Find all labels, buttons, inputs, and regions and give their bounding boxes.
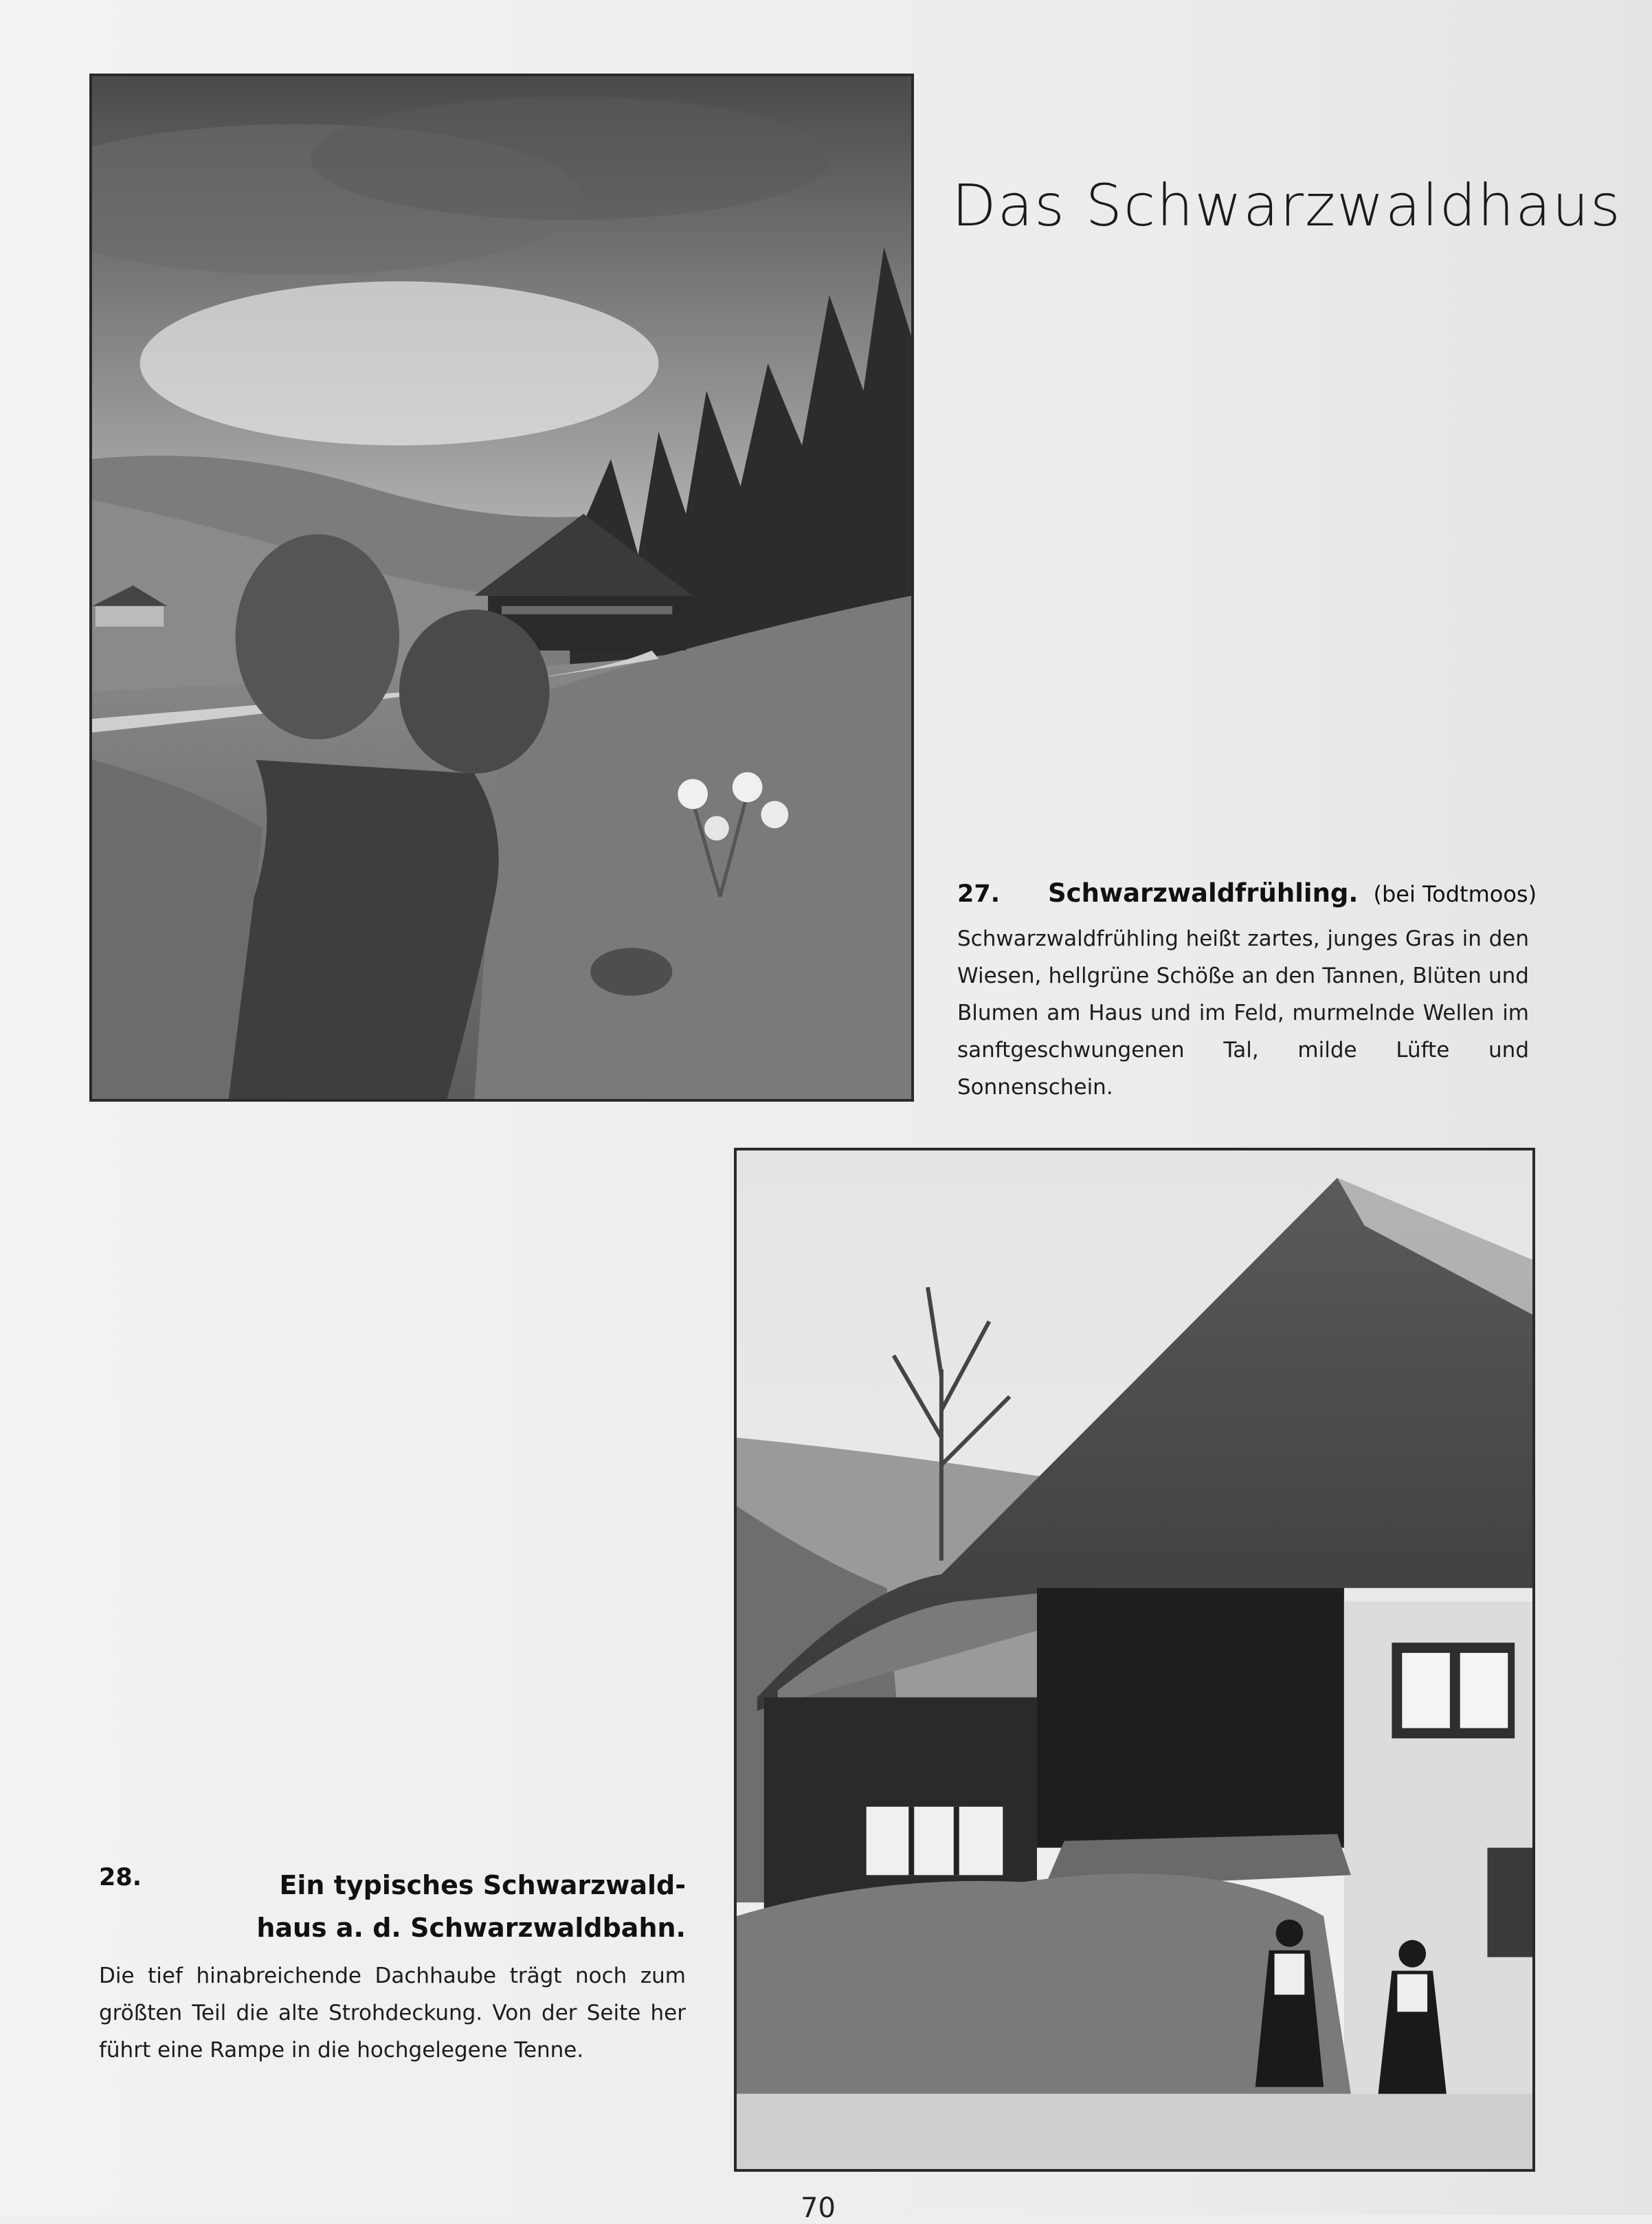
page-number: 70 — [801, 2192, 836, 2224]
caption-27 — [957, 878, 1537, 1106]
caption-27-subheading: (bei Todtmoos) — [1373, 881, 1537, 907]
photo-schwarzwaldfruehling — [89, 74, 914, 1102]
caption-28-number: 28. — [99, 1864, 142, 1891]
caption-27-text: Schwarzwaldfrühling heißt zartes, junges Gras in den Wiesen, hellgrüne Schöße an den Tannen, Blüten und Blumen am Haus und im Feld, murmelnde Wellen im sanftgeschwungenen Tal, milde Lüfte und Sonnenschein. — [957, 926, 1529, 1100]
page-title: Das Schwarzwaldhaus — [952, 172, 1622, 239]
caption-27-heading: Schwarzwaldfrühling. — [1048, 878, 1359, 908]
caption-28 — [99, 1864, 686, 2069]
caption-28-heading-line2: haus a. d. Schwarzwaldbahn. — [256, 1913, 686, 1943]
caption-28-text: Die tief hinabreichende Dachhaube trägt noch zum größten Teil die alte Strohdeckung. Von der Seite her führt eine Rampe in die hochgelegene Tenne. — [99, 1964, 686, 2062]
caption-27-number: 27. — [957, 880, 1001, 908]
farmhouse-photo-graphic — [737, 1150, 1532, 2169]
landscape-photo-graphic — [92, 76, 911, 1099]
caption-28-header — [99, 1864, 686, 1949]
caption-28-heading-line1: Ein typisches Schwarzwald- — [279, 1870, 686, 1900]
photo-schwarzwaldhaus — [734, 1148, 1535, 2172]
caption-28-heading — [256, 1864, 686, 1949]
caption-27-header — [957, 878, 1537, 908]
